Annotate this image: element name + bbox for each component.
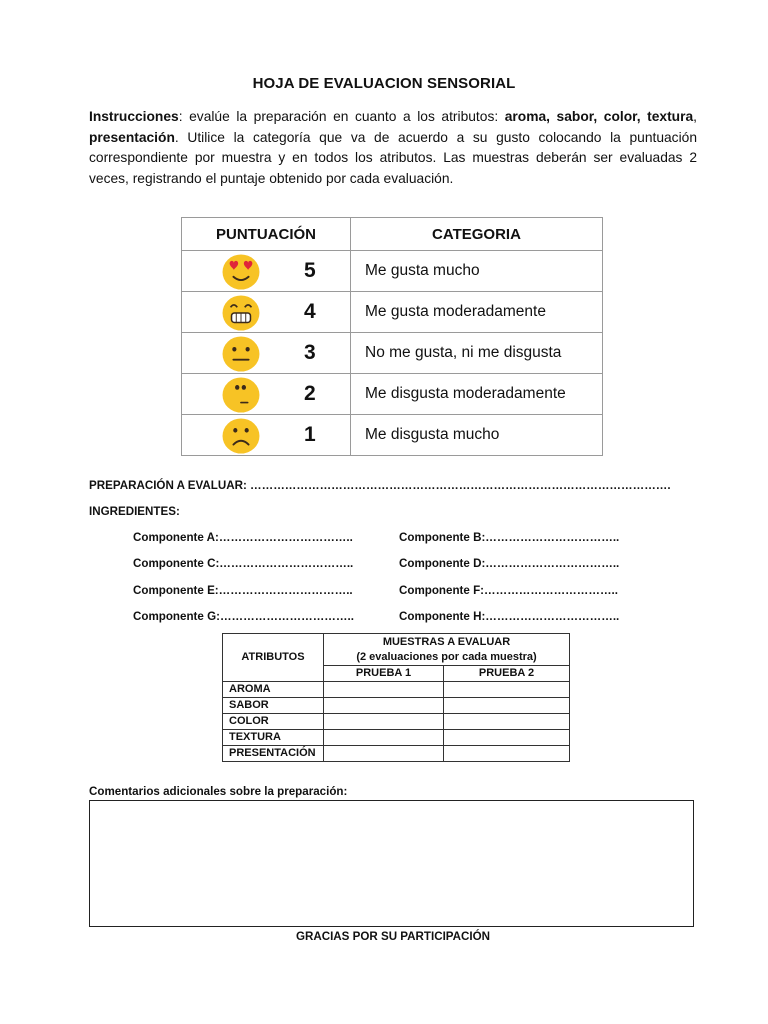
component-f-field[interactable]: Componente F:…………………………….. — [399, 584, 618, 597]
component-a-field[interactable]: Componente A:…………………………….. — [133, 531, 353, 544]
score-cell-test-2[interactable] — [444, 682, 570, 698]
scale-row — [182, 333, 603, 374]
heart-eyes-face-icon — [222, 254, 260, 290]
scale-row — [182, 374, 603, 415]
scale-score-cell — [182, 251, 351, 292]
instructions-label: Instrucciones — [89, 109, 179, 124]
thanks-footer: GRACIAS POR SU PARTICIPACIÓN — [295, 930, 491, 943]
scale-score-cell — [182, 292, 351, 333]
score-cell-test-1[interactable] — [324, 698, 444, 714]
attribute-row — [223, 730, 570, 746]
attribute-label: COLOR — [223, 714, 324, 730]
score-cell-test-1[interactable] — [324, 714, 444, 730]
scale-score: 3 — [304, 341, 316, 364]
comments-box[interactable] — [89, 800, 694, 927]
scale-score-cell — [182, 415, 351, 456]
preparation-field[interactable]: PREPARACIÓN A EVALUAR: ………………………………………………………………………………………………. — [89, 479, 671, 492]
instructions-attributes: aroma, sabor, color, textura — [504, 109, 694, 124]
grinning-face-icon — [222, 295, 260, 331]
attribute-row — [223, 714, 570, 730]
attribute-label: TEXTURA — [223, 730, 324, 746]
score-cell-test-1[interactable] — [324, 682, 444, 698]
page-title: HOJA DE EVALUACION SENSORIAL — [252, 75, 516, 92]
attributes-header-row — [223, 634, 570, 666]
samples-header — [324, 634, 570, 666]
scale-category: Me disgusta moderadamente — [351, 374, 603, 415]
scale-category: Me gusta mucho — [351, 251, 603, 292]
frowning-face-icon — [222, 418, 260, 454]
attribute-label: PRESENTACIÓN — [223, 746, 324, 762]
component-g-field[interactable]: Componente G:…………………………….. — [133, 610, 354, 623]
attribute-label: AROMA — [223, 682, 324, 698]
component-c-field[interactable]: Componente C:…………………………….. — [133, 557, 354, 570]
scale-score-cell — [182, 333, 351, 374]
comments-label: Comentarios adicionales sobre la preparación: — [89, 785, 348, 798]
score-cell-test-1[interactable] — [324, 730, 444, 746]
confused-face-icon — [222, 377, 260, 413]
samples-header-line-2: (2 evaluaciones por cada muestra) — [356, 650, 537, 663]
attributes-header: ATRIBUTOS — [223, 634, 324, 682]
test-1-header: PRUEBA 1 — [324, 666, 444, 682]
instructions-separator: , — [693, 109, 697, 124]
attribute-row — [223, 746, 570, 762]
scale-category: Me disgusta mucho — [351, 415, 603, 456]
scale-category: No me gusta, ni me disgusta — [351, 333, 603, 374]
scale-score: 2 — [304, 382, 316, 405]
scale-category: Me gusta moderadamente — [351, 292, 603, 333]
scale-score: 4 — [304, 300, 316, 323]
test-2-header: PRUEBA 2 — [444, 666, 570, 682]
neutral-face-icon — [222, 336, 260, 372]
component-e-field[interactable]: Componente E:…………………………….. — [133, 584, 353, 597]
rating-scale-table — [181, 217, 603, 456]
scale-header-category: CATEGORIA — [351, 218, 603, 251]
score-cell-test-1[interactable] — [324, 746, 444, 762]
scale-row — [182, 292, 603, 333]
scale-row — [182, 251, 603, 292]
score-cell-test-2[interactable] — [444, 714, 570, 730]
attribute-row — [223, 682, 570, 698]
scale-score: 1 — [304, 423, 316, 446]
component-b-field[interactable]: Componente B:…………………………….. — [399, 531, 620, 544]
score-cell-test-2[interactable] — [444, 698, 570, 714]
score-cell-test-2[interactable] — [444, 746, 570, 762]
instructions-presentation: presentación — [89, 129, 175, 145]
scale-row — [182, 415, 603, 456]
samples-header-line-1: MUESTRAS A EVALUAR — [382, 635, 511, 648]
score-cell-test-2[interactable] — [444, 730, 570, 746]
attribute-row — [223, 698, 570, 714]
instructions-paragraph — [89, 107, 697, 189]
attribute-label: SABOR — [223, 698, 324, 714]
ingredients-label: INGREDIENTES: — [89, 505, 180, 518]
scale-score: 5 — [304, 259, 316, 282]
component-h-field[interactable]: Componente H:…………………………….. — [399, 610, 620, 623]
scale-score-cell — [182, 374, 351, 415]
instructions-text-1: : evalúe la preparación en cuanto a los atributos: — [178, 109, 505, 124]
instructions-text-2: . Utilice la categoría que va de acuerdo a su gusto colocando la puntuación correspondiente por muestra y en todos los atributos. Las muestras deberán ser evaluadas 2 veces, registrando el puntaje obtenido por cada evaluación. — [89, 129, 697, 186]
scale-header-row — [182, 218, 603, 251]
scale-header-score: PUNTUACIÓN — [182, 218, 351, 251]
component-d-field[interactable]: Componente D:…………………………….. — [399, 557, 620, 570]
attributes-table — [222, 633, 570, 762]
